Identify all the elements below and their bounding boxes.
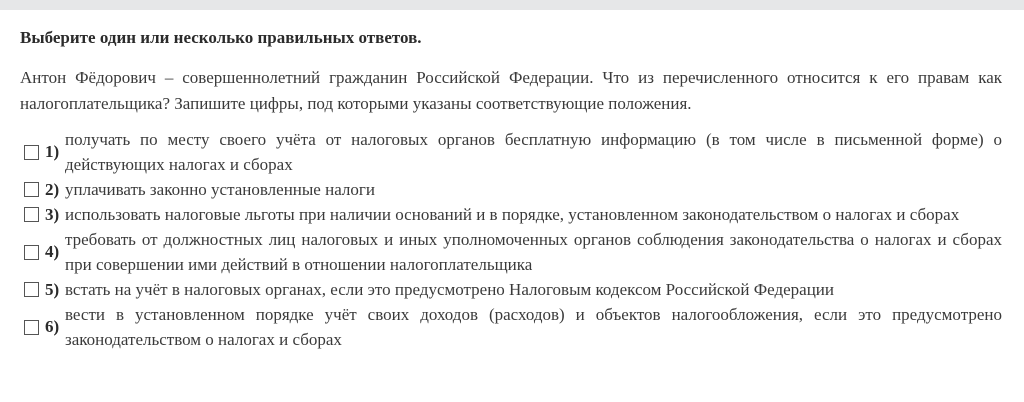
answer-option-1[interactable] [20, 127, 1002, 177]
checkbox[interactable] [24, 207, 39, 222]
checkbox[interactable] [24, 282, 39, 297]
question-block [20, 28, 1002, 352]
answer-option-6[interactable] [20, 302, 1002, 352]
answer-option-2[interactable] [20, 177, 1002, 202]
option-number: 2) [45, 179, 60, 199]
answer-option-5[interactable] [20, 277, 1002, 302]
option-number: 3) [45, 204, 60, 224]
checkbox[interactable] [24, 182, 39, 197]
checkbox[interactable] [24, 320, 39, 335]
option-text: уплачивать законно установленные налоги [65, 180, 375, 199]
option-text: встать на учёт в налоговых органах, если это предусмотрено Налоговым кодексом Российской Федерации [65, 280, 834, 299]
answer-options [20, 127, 1002, 352]
top-bar [0, 0, 1024, 10]
answer-option-3[interactable] [20, 202, 1002, 227]
question-text: Антон Фёдорович – совершеннолетний гражданин Российской Федерации. Что из перечисленного относится к его правам как налогоплательщика? Запишите цифры, под которыми указаны соответствующие положения. [20, 68, 1002, 113]
option-number: 6) [45, 317, 60, 336]
option-text: вести в установленном порядке учёт своих доходов (расходов) и объектов налогообложения, если это предусмотрено законодательством о налогах и сборах [65, 305, 1002, 349]
instruction-text: Выберите один или несколько правильных ответов. [20, 28, 422, 47]
answer-option-4[interactable] [20, 227, 1002, 277]
option-number: 5) [45, 279, 60, 299]
option-text: требовать от должностных лиц налоговых и иных уполномоченных органов соблюдения законодательства о налогах и сборах при совершении ими действий в отношении налогоплательщика [65, 230, 1002, 274]
option-number: 4) [45, 242, 60, 261]
checkbox[interactable] [24, 145, 39, 160]
option-text: получать по месту своего учёта от налоговых органов бесплатную информацию (в том числе в письменной форме) о действующих налогах и сборах [65, 130, 1002, 174]
option-text: использовать налоговые льготы при наличии оснований и в порядке, установленном законодательством о налогах и сборах [65, 205, 960, 224]
option-number: 1) [45, 142, 60, 161]
checkbox[interactable] [24, 245, 39, 260]
